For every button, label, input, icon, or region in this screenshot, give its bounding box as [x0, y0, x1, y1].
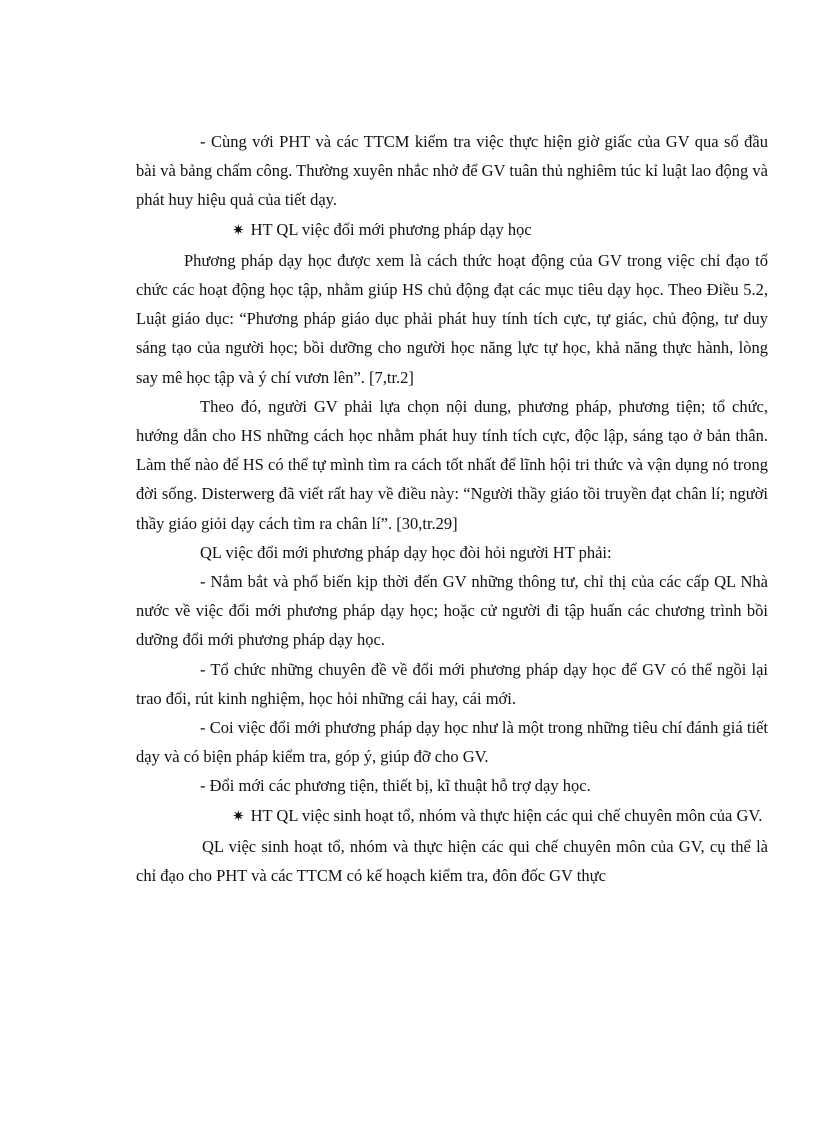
list-item-evaluation: [136, 713, 768, 771]
list-item-dissemination: [136, 567, 768, 655]
list-item-text: - Nắm bắt và phổ biến kịp thời đến GV những thông tư, chỉ thị của các cấp QL Nhà nước về việc đổi mới phương pháp dạy học; hoặc cử người đi tập huấn các chương trình bồi dưỡng đổi mới phương pháp dạy học.: [136, 572, 768, 650]
heading-group-activities: [136, 801, 768, 832]
list-item-text: - Đổi mới các phương tiện, thiết bị, kĩ thuật hỗ trợ dạy học.: [200, 776, 591, 796]
paragraph-teacher-role: [136, 392, 768, 538]
heading-text: HT QL việc đổi mới phương pháp dạy học: [250, 219, 532, 239]
list-item-equipment: [136, 771, 768, 800]
list-item-text: - Tổ chức những chuyên đề về đổi mới phương pháp dạy học để GV có thể ngồi lại trao đổi, rút kinh nghiệm, học hỏi những cái hay, cái mới.: [136, 659, 768, 708]
list-item-workshops: [136, 655, 768, 713]
list-item-text: - Coi việc đổi mới phương pháp dạy học như là một trong những tiêu chí đánh giá tiết dạy và có biện pháp kiểm tra, góp ý, giúp đỡ cho GV.: [136, 718, 768, 767]
paragraph-requirements-intro: [136, 538, 768, 567]
paragraph-teaching-methods: [136, 246, 768, 392]
paragraph-text: - Cùng với PHT và các TTCM kiểm tra việc thực hiện giờ giấc của GV qua sổ đầu bài và bảng chấm công. Thường xuyên nhắc nhở để GV tuân thủ nghiêm túc kỉ luật lao động và phát huy hiệu quả của tiết dạy.: [136, 132, 768, 210]
paragraph-group-activities: [136, 832, 768, 890]
star-bullet-icon: ✷: [232, 808, 245, 825]
heading-teaching-methods: [136, 215, 768, 246]
document-body: [136, 127, 768, 890]
paragraph-text: QL việc đổi mới phương pháp dạy học đòi hỏi người HT phải:: [200, 542, 612, 562]
star-bullet-icon: ✷: [232, 222, 245, 239]
paragraph-text: Theo đó, người GV phải lựa chọn nội dung, phương pháp, phương tiện; tổ chức, hướng dẫn cho HS những cách học nhằm phát huy tính tích cực, độc lập, sáng tạo ở bản thân. Làm thế nào để HS có thể tự mình tìm ra cách tốt nhất để lĩnh hội tri thức và vận dụng nó trong đời sống. Disterwerg đã viết rất hay về điều này: “Người thầy giáo tồi truyền đạt chân lí; người thầy giáo giỏi dạy cách tìm ra chân lí”. [30,tr.29]: [136, 396, 768, 533]
paragraph-text: Phương pháp dạy học được xem là cách thức hoạt động của GV trong việc chỉ đạo tổ chức các hoạt động học tập, nhằm giúp HS chủ động đạt các mục tiêu dạy học. Theo Điều 5.2, Luật giáo dục: “Phương pháp giáo dục phải phát huy tính tích cực, tự giác, chủ động, tư duy sáng tạo của người học; bồi dưỡng cho người học năng lực tự học, khả năng thực hành, lòng say mê học tập và ý chí vươn lên”. [7,tr.2]: [136, 250, 768, 387]
heading-text: HT QL việc sinh hoạt tổ, nhóm và thực hiện các qui chế chuyên môn của GV.: [250, 805, 763, 825]
paragraph-text: QL việc sinh hoạt tổ, nhóm và thực hiện các qui chế chuyên môn của GV, cụ thể là chỉ đạo cho PHT và các TTCM có kế hoạch kiểm tra, đôn đốc GV thực: [136, 836, 768, 886]
paragraph-attendance: [136, 127, 768, 215]
